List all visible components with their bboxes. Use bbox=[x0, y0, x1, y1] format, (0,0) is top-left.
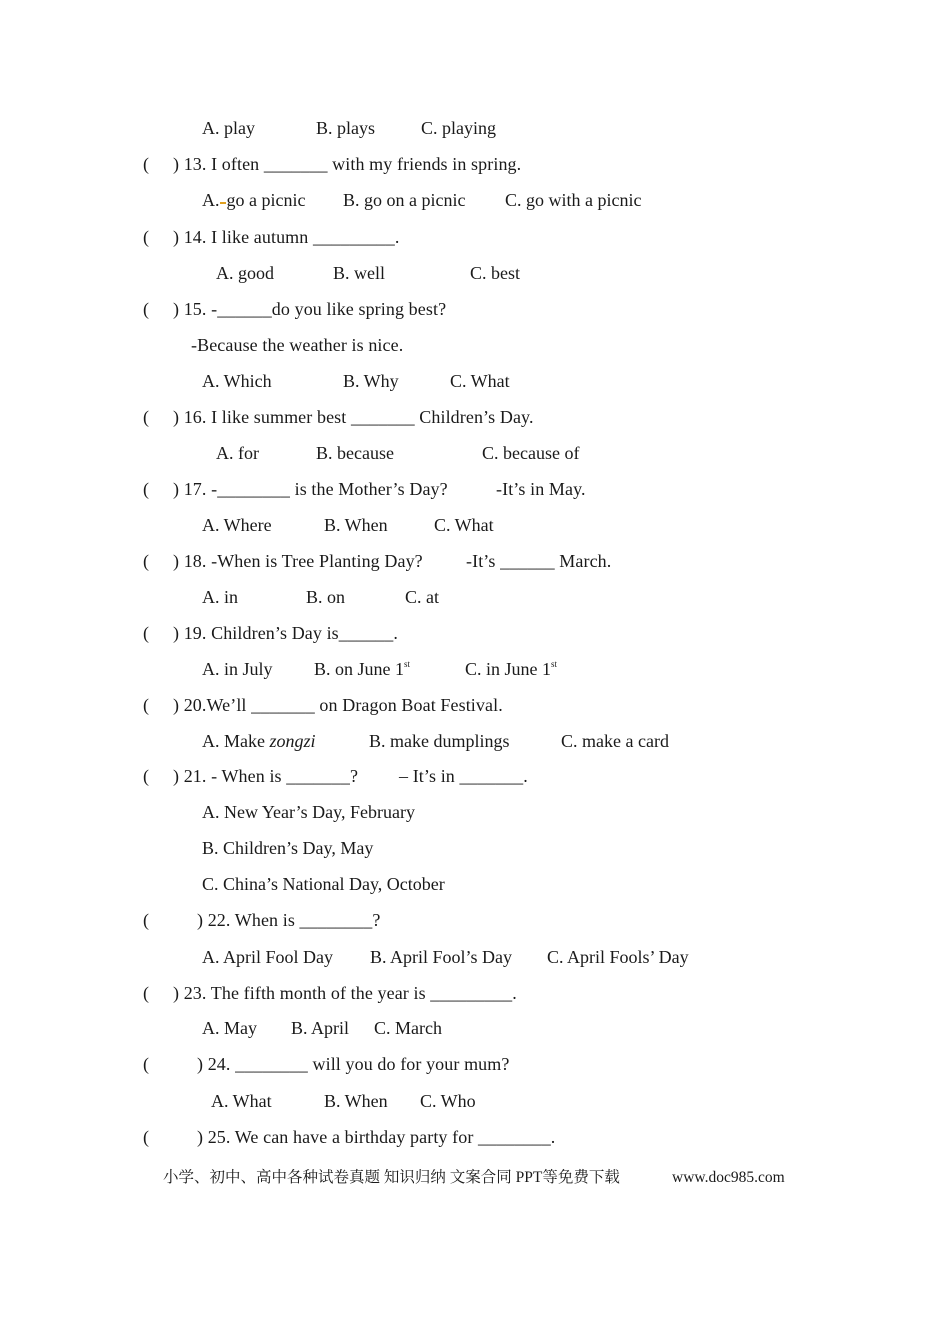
question-text: ) 24. ________ will you do for your mum? bbox=[197, 1054, 510, 1074]
option-a: A. Make zongzi bbox=[202, 731, 316, 751]
question-text: ) 20.We’ll _______ on Dragon Boat Festival. bbox=[173, 695, 503, 715]
footer-text: 小学、初中、高中各种试卷真题 知识归纳 文案合同 PPT等免费下载 bbox=[163, 1169, 620, 1186]
question-text: ) 19. Children’s Day is______. bbox=[173, 623, 398, 643]
answer-paren: ( bbox=[143, 695, 150, 715]
option-b: B. make dumplings bbox=[369, 731, 510, 751]
footer-url[interactable]: www.doc985.com bbox=[672, 1169, 785, 1186]
option-b: B. on bbox=[306, 587, 346, 607]
option-a: A. Which bbox=[202, 371, 272, 391]
option-c: C. March bbox=[374, 1018, 442, 1038]
option-b: B. well bbox=[333, 263, 385, 283]
answer-paren: ( bbox=[143, 551, 150, 571]
option-c: C. best bbox=[470, 263, 521, 283]
option-c: C. China’s National Day, October bbox=[202, 874, 445, 894]
option-c: C. in June 1st bbox=[465, 659, 558, 679]
option-b: B. Why bbox=[343, 371, 399, 391]
question-text: ) 13. I often _______ with my friends in spring. bbox=[173, 154, 522, 174]
answer-paren: ( bbox=[143, 479, 150, 499]
option-c: C. What bbox=[434, 515, 494, 535]
option-c: C. Who bbox=[420, 1091, 476, 1111]
option-a: A. New Year’s Day, February bbox=[202, 802, 415, 822]
option-b: B. go on a picnic bbox=[343, 190, 466, 210]
question-reply: – It’s in _______. bbox=[399, 766, 528, 786]
question-text: ) 15. -______do you like spring best? bbox=[173, 299, 447, 319]
option-a: A. play bbox=[202, 118, 255, 138]
question-reply: -It’s ______ March. bbox=[466, 551, 612, 571]
question-text: ) 17. -________ is the Mother’s Day? bbox=[173, 479, 448, 499]
question-text: ) 18. -When is Tree Planting Day? bbox=[173, 551, 423, 571]
answer-paren: ( bbox=[143, 227, 150, 247]
option-a: A. Where bbox=[202, 515, 272, 535]
option-c: C. April Fools’ Day bbox=[547, 947, 689, 967]
option-b: B. April bbox=[291, 1018, 350, 1038]
option-a: A. in bbox=[202, 587, 238, 607]
question-text: ) 22. When is ________? bbox=[197, 910, 381, 930]
option-c: C. playing bbox=[421, 118, 496, 138]
question-text: ) 23. The fifth month of the year is _________. bbox=[173, 983, 517, 1003]
question-text: ) 16. I like summer best _______ Children’s Day. bbox=[173, 407, 534, 427]
answer-paren: ( bbox=[143, 1054, 150, 1074]
option-c: C. at bbox=[405, 587, 439, 607]
option-a: A. in July bbox=[202, 659, 273, 679]
option-a: A. for bbox=[216, 443, 259, 463]
option-b: B. When bbox=[324, 1091, 388, 1111]
option-a: A. May bbox=[202, 1018, 257, 1038]
option-a: A. April Fool Day bbox=[202, 947, 334, 967]
answer-paren: ( bbox=[143, 1127, 150, 1147]
option-c: C. make a card bbox=[561, 731, 669, 751]
option-b: B. plays bbox=[316, 118, 376, 138]
answer-paren: ( bbox=[143, 766, 150, 786]
option-a: A. go a picnic bbox=[202, 190, 306, 210]
question-reply: -It’s in May. bbox=[496, 479, 586, 499]
answer-paren: ( bbox=[143, 154, 150, 174]
answer-paren: ( bbox=[143, 623, 150, 643]
answer-paren: ( bbox=[143, 983, 150, 1003]
answer-paren: ( bbox=[143, 407, 150, 427]
option-b: B. because bbox=[316, 443, 394, 463]
question-text: ) 14. I like autumn _________. bbox=[173, 227, 400, 247]
page-footer bbox=[163, 1167, 793, 1189]
question-reply: -Because the weather is nice. bbox=[191, 335, 404, 355]
question-text: ) 25. We can have a birthday party for ________. bbox=[197, 1127, 556, 1147]
option-b: B. Children’s Day, May bbox=[202, 838, 374, 858]
option-b: B. on June 1st bbox=[314, 659, 411, 679]
option-c: C. because of bbox=[482, 443, 580, 463]
option-a: A. What bbox=[211, 1091, 272, 1111]
option-c: C. What bbox=[450, 371, 510, 391]
option-b: B. April Fool’s Day bbox=[370, 947, 513, 967]
option-b: B. When bbox=[324, 515, 388, 535]
question-text: ) 21. - When is _______? bbox=[173, 766, 359, 786]
option-a: A. good bbox=[216, 263, 274, 283]
option-c: C. go with a picnic bbox=[505, 190, 642, 210]
answer-paren: ( bbox=[143, 299, 150, 319]
answer-paren: ( bbox=[143, 910, 150, 930]
